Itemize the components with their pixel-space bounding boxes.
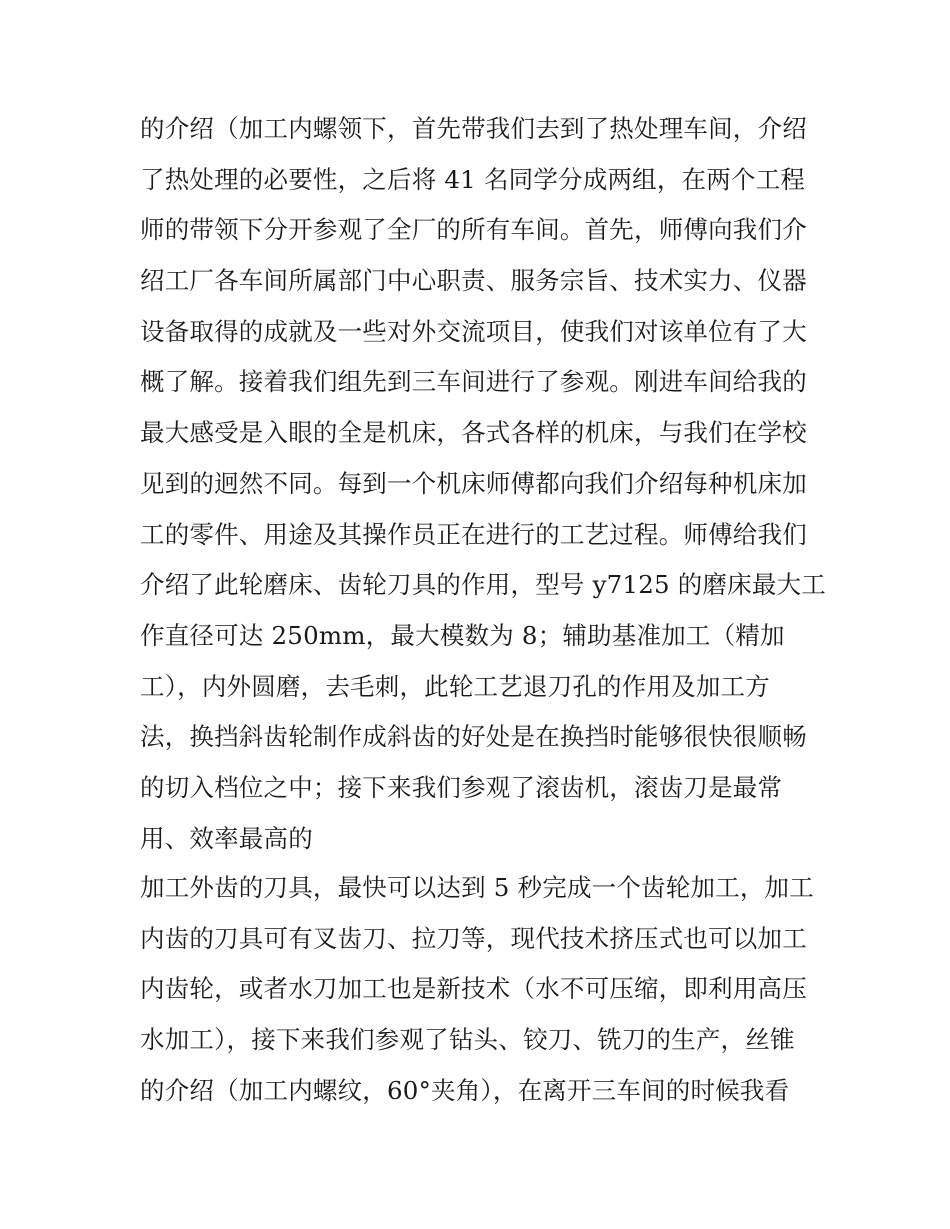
text-line: 内齿的刀具可有叉齿刀、拉刀等，现代技术挤压式也可以加工 (140, 923, 807, 953)
text-line: 介绍了此轮磨床、齿轮刀具的作用，型号 y7125 的磨床最大工 (140, 570, 826, 600)
text-line: 法，换挡斜齿轮制作成斜齿的好处是在换挡时能够很快很顺畅 (140, 722, 807, 752)
text-line: 了热处理的必要性，之后将 41 名同学分成两组，在两个工程 (140, 164, 806, 194)
text-line: 绍工厂各车间所属部门中心职责、服务宗旨、技术实力、仪器 (140, 266, 807, 296)
text-line: 加工外齿的刀具，最快可以达到 5 秒完成一个齿轮加工，加工 (140, 873, 814, 902)
text-line: 设备取得的成就及一些对外交流项目，使我们对该单位有了大 (140, 316, 807, 346)
text-line: 的介绍（加工内螺纹，60°夹角），在离开三车间的时候我看 (140, 1075, 790, 1105)
text-line: 概了解。接着我们组先到三车间进行了参观。刚进车间给我的 (140, 367, 807, 397)
text-line: 的切入档位之中；接下来我们参观了滚齿机，滚齿刀是最常 (140, 772, 783, 802)
text-line: 作直径可达 250mm，最大模数为 8；辅助基准加工（精加 (140, 620, 785, 650)
text-line: 用、效率最高的 (140, 823, 313, 853)
text-line: 内齿轮，或者水刀加工也是新技术（水不可压缩，即利用高压 (140, 974, 807, 1004)
text-line: 见到的迥然不同。每到一个机床师傅都向我们介绍每种机床加 (140, 468, 807, 498)
text-line: 师的带领下分开参观了全厂的所有车间。首先，师傅向我们介 (140, 215, 807, 245)
paragraph-2 (140, 863, 820, 1116)
text-line: 的介绍（加工内螺领下，首先带我们去到了热处理车间，介绍 (140, 114, 807, 143)
text-line: 水加工），接下来我们参观了钻头、铰刀、铣刀的生产，丝锥 (140, 1025, 795, 1055)
text-line: 最大感受是入眼的全是机床，各式各样的机床，与我们在学校 (140, 418, 807, 448)
text-line: 工的零件、用途及其操作员正在进行的工艺过程。师傅给我们 (140, 519, 807, 549)
paragraph-1 (140, 104, 826, 864)
text-line: 工），内外圆磨，去毛刺，此轮工艺退刀孔的作用及加工方 (140, 671, 770, 701)
